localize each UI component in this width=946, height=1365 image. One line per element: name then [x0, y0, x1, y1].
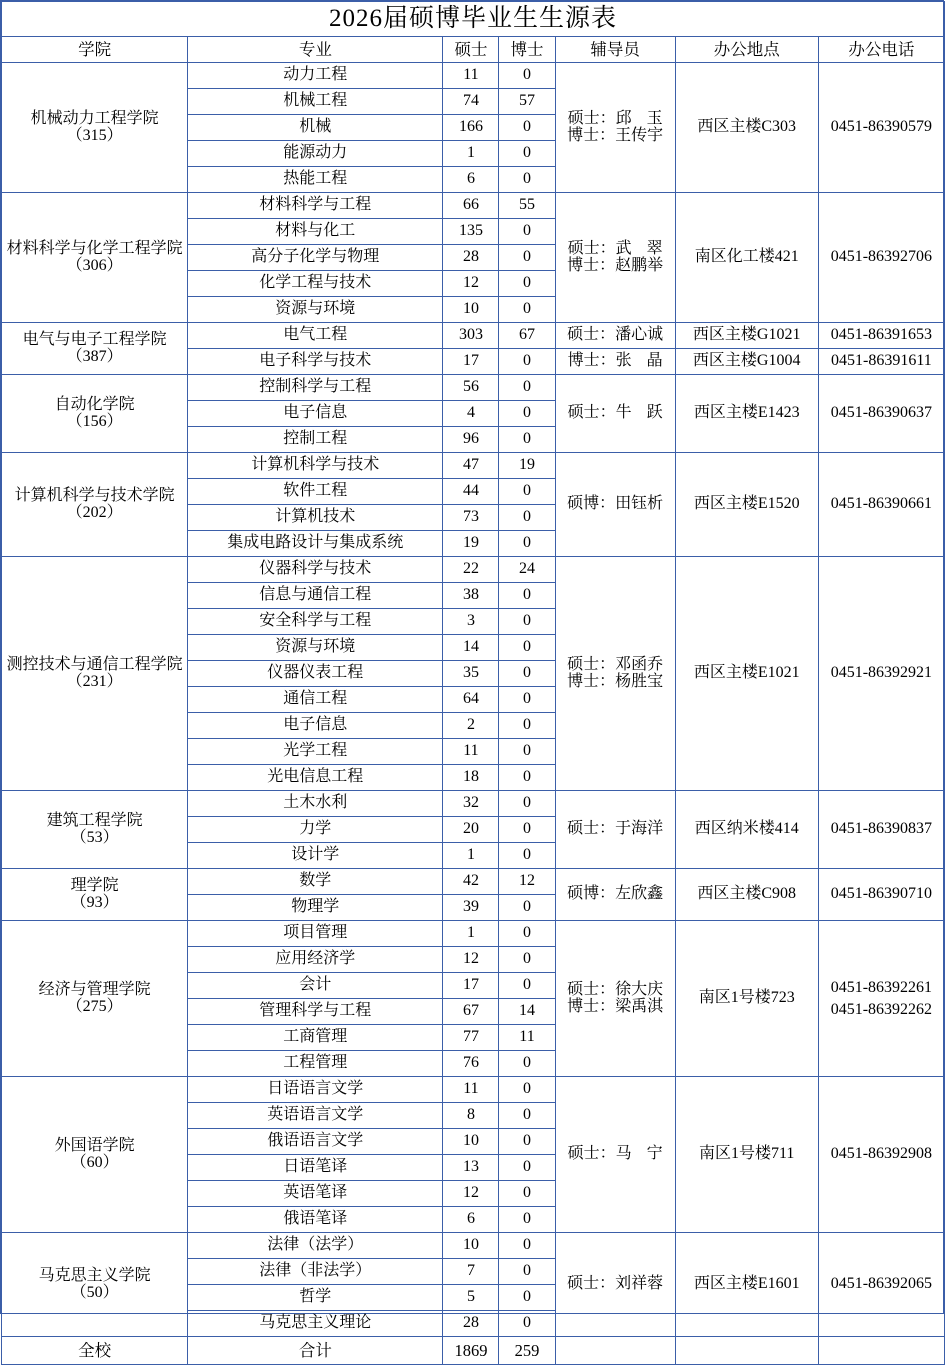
phone-cell: 0451-86390837 — [818, 791, 944, 869]
total-row — [2, 1337, 945, 1365]
master-count: 11 — [443, 63, 499, 89]
office-cell: 西区主楼E1021 — [675, 557, 818, 791]
college-cell — [2, 557, 188, 791]
doctor-count: 0 — [499, 1129, 555, 1155]
doctor-count: 14 — [499, 999, 555, 1025]
doctor-count: 19 — [499, 453, 555, 479]
doctor-count: 0 — [499, 349, 555, 375]
doctor-count: 0 — [499, 1181, 555, 1207]
major-cell: 集成电路设计与集成系统 — [188, 531, 443, 557]
major-cell: 安全科学与工程 — [188, 609, 443, 635]
major-cell: 设计学 — [188, 843, 443, 869]
college-name: 马克思主义学院 — [38, 1266, 151, 1284]
major-cell: 俄语语言文学 — [188, 1129, 443, 1155]
doctor-count: 0 — [499, 427, 555, 453]
doctor-count: 0 — [499, 375, 555, 401]
office-cell: 西区主楼E1520 — [675, 453, 818, 557]
major-cell: 日语语言文学 — [188, 1077, 443, 1103]
phone-cell: 0451-86391653 — [818, 323, 944, 349]
major-cell: 电子科学与技术 — [188, 349, 443, 375]
college-count: （387） — [66, 347, 123, 365]
major-cell: 电子信息 — [188, 713, 443, 739]
doctor-count: 0 — [499, 687, 555, 713]
major-cell: 英语笔译 — [188, 1181, 443, 1207]
college-name: 计算机科学与技术学院 — [14, 486, 175, 504]
doctor-count: 0 — [499, 297, 555, 323]
doctor-count: 0 — [499, 1051, 555, 1077]
doctor-count: 0 — [499, 973, 555, 999]
major-cell: 法律（法学） — [188, 1233, 443, 1259]
college-name: 材料科学与化学工程学院 — [6, 239, 183, 257]
master-count: 76 — [443, 1051, 499, 1077]
doctor-count: 0 — [499, 1207, 555, 1233]
master-count: 19 — [443, 531, 499, 557]
doctor-count: 0 — [499, 843, 555, 869]
total-doctor-count: 259 — [499, 1337, 555, 1365]
advisor-cell: 硕士：刘祥蓉 — [555, 1233, 675, 1337]
master-count: 66 — [443, 193, 499, 219]
advisor-cell — [555, 63, 675, 193]
college-name: 理学院 — [70, 876, 119, 894]
advisor-cell: 硕博：左欣鑫 — [555, 869, 675, 921]
major-cell: 控制科学与工程 — [188, 375, 443, 401]
master-count: 28 — [443, 245, 499, 271]
doctor-count: 0 — [499, 895, 555, 921]
major-cell: 光学工程 — [188, 739, 443, 765]
college-cell — [2, 375, 188, 453]
master-count: 39 — [443, 895, 499, 921]
table-row — [2, 323, 945, 349]
major-cell: 力学 — [188, 817, 443, 843]
table-row — [2, 453, 945, 479]
college-cell — [2, 791, 188, 869]
phone-cell — [818, 921, 944, 1077]
doctor-count: 0 — [499, 661, 555, 687]
advisor-cell — [555, 921, 675, 1077]
phone-cell: 0451-86390661 — [818, 453, 944, 557]
major-cell: 材料科学与工程 — [188, 193, 443, 219]
advisor-doctor: 博士：杨胜宝 — [567, 672, 664, 690]
major-cell: 英语语言文学 — [188, 1103, 443, 1129]
table-row — [2, 1077, 945, 1103]
master-count: 74 — [443, 89, 499, 115]
advisor-cell — [555, 193, 675, 323]
table-row — [2, 791, 945, 817]
major-cell: 计算机科学与技术 — [188, 453, 443, 479]
doctor-count: 0 — [499, 271, 555, 297]
doctor-count: 0 — [499, 505, 555, 531]
office-cell: 南区1号楼711 — [675, 1077, 818, 1233]
master-count: 4 — [443, 401, 499, 427]
phone-cell: 0451-86391611 — [818, 349, 944, 375]
master-count: 17 — [443, 349, 499, 375]
major-cell: 高分子化学与物理 — [188, 245, 443, 271]
college-name: 机械动力工程学院 — [30, 109, 159, 127]
doctor-count: 0 — [499, 1285, 555, 1311]
college-name: 建筑工程学院 — [46, 811, 143, 829]
master-count: 47 — [443, 453, 499, 479]
major-cell: 项目管理 — [188, 921, 443, 947]
major-cell: 机械工程 — [188, 89, 443, 115]
total-master-count: 1869 — [443, 1337, 499, 1365]
master-count: 12 — [443, 271, 499, 297]
doctor-count: 12 — [499, 869, 555, 895]
master-count: 96 — [443, 427, 499, 453]
master-count: 18 — [443, 765, 499, 791]
major-cell: 法律（非法学） — [188, 1259, 443, 1285]
total-phone-cell — [818, 1337, 944, 1365]
major-cell: 电子信息 — [188, 401, 443, 427]
master-count: 6 — [443, 167, 499, 193]
column-header-college: 学院 — [2, 37, 188, 63]
college-cell — [2, 1077, 188, 1233]
major-cell: 控制工程 — [188, 427, 443, 453]
office-cell: 西区纳米楼414 — [675, 791, 818, 869]
doctor-count: 0 — [499, 1233, 555, 1259]
major-cell: 软件工程 — [188, 479, 443, 505]
table-row — [2, 1233, 945, 1259]
table-row — [2, 869, 945, 895]
major-cell: 马克思主义理论 — [188, 1311, 443, 1337]
table-row — [2, 921, 945, 947]
doctor-count: 11 — [499, 1025, 555, 1051]
college-count: （306） — [66, 256, 123, 274]
column-header-office: 办公地点 — [675, 37, 818, 63]
total-advisor-cell — [555, 1337, 675, 1365]
advisor-doctor-name: 晶 — [646, 352, 663, 370]
doctor-count: 55 — [499, 193, 555, 219]
master-count: 12 — [443, 947, 499, 973]
master-count: 44 — [443, 479, 499, 505]
master-count: 77 — [443, 1025, 499, 1051]
graduate-source-table — [1, 1, 945, 1365]
phone-line-1: 0451-86392261 — [830, 978, 933, 996]
master-count: 14 — [443, 635, 499, 661]
doctor-count: 0 — [499, 791, 555, 817]
doctor-count: 0 — [499, 817, 555, 843]
advisor-master-name: 跃 — [646, 404, 663, 422]
master-count: 13 — [443, 1155, 499, 1181]
major-cell: 工程管理 — [188, 1051, 443, 1077]
office-cell: 西区主楼C303 — [675, 63, 818, 193]
doctor-count: 0 — [499, 1077, 555, 1103]
page-title: 2026届硕博毕业生生源表 — [2, 2, 945, 37]
office-cell: 南区1号楼723 — [675, 921, 818, 1077]
major-cell: 材料与化工 — [188, 219, 443, 245]
doctor-count: 0 — [499, 167, 555, 193]
major-cell: 土木水利 — [188, 791, 443, 817]
total-major-label: 合计 — [188, 1337, 443, 1365]
college-cell — [2, 323, 188, 375]
master-count: 1 — [443, 141, 499, 167]
master-count: 56 — [443, 375, 499, 401]
phone-cell: 0451-86392706 — [818, 193, 944, 323]
office-cell: 西区主楼G1004 — [675, 349, 818, 375]
master-count: 12 — [443, 1181, 499, 1207]
advisor-master-name: 玉 — [646, 109, 663, 127]
total-office-cell — [675, 1337, 818, 1365]
master-count: 10 — [443, 1129, 499, 1155]
master-count: 42 — [443, 869, 499, 895]
advisor-cell: 硕博：田钰析 — [555, 453, 675, 557]
phone-line-2: 0451-86392262 — [830, 1000, 933, 1018]
major-cell: 通信工程 — [188, 687, 443, 713]
table-row — [2, 375, 945, 401]
college-name: 外国语学院 — [54, 1136, 135, 1154]
college-cell — [2, 63, 188, 193]
master-count: 1 — [443, 921, 499, 947]
office-cell: 西区主楼C908 — [675, 869, 818, 921]
master-count: 6 — [443, 1207, 499, 1233]
column-header-doctor: 博士 — [499, 37, 555, 63]
college-count: （275） — [66, 997, 123, 1015]
advisor-cell — [555, 1077, 675, 1233]
college-count: （156） — [66, 412, 123, 430]
office-cell: 西区主楼G1021 — [675, 323, 818, 349]
office-cell: 南区化工楼421 — [675, 193, 818, 323]
advisor-master: 硕士：邓函乔 — [567, 655, 664, 673]
doctor-count: 0 — [499, 765, 555, 791]
table-row — [2, 557, 945, 583]
major-cell: 物理学 — [188, 895, 443, 921]
doctor-count: 0 — [499, 1155, 555, 1181]
doctor-count: 0 — [499, 713, 555, 739]
major-cell: 仪器科学与技术 — [188, 557, 443, 583]
college-count: （53） — [70, 828, 119, 846]
phone-cell: 0451-86392921 — [818, 557, 944, 791]
college-name: 经济与管理学院 — [38, 980, 151, 998]
advisor-doctor: 博士：王传宇 — [567, 126, 664, 144]
doctor-count: 0 — [499, 479, 555, 505]
college-cell — [2, 453, 188, 557]
college-count: （231） — [66, 672, 123, 690]
master-count: 10 — [443, 1233, 499, 1259]
doctor-count: 0 — [499, 1311, 555, 1337]
major-cell: 信息与通信工程 — [188, 583, 443, 609]
doctor-count: 0 — [499, 245, 555, 271]
total-college-label: 全校 — [2, 1337, 188, 1365]
master-count: 7 — [443, 1259, 499, 1285]
master-count: 64 — [443, 687, 499, 713]
master-count: 73 — [443, 505, 499, 531]
college-cell — [2, 869, 188, 921]
master-count: 38 — [443, 583, 499, 609]
doctor-count: 24 — [499, 557, 555, 583]
phone-cell: 0451-86390579 — [818, 63, 944, 193]
major-cell: 工商管理 — [188, 1025, 443, 1051]
office-cell: 西区主楼E1423 — [675, 375, 818, 453]
master-count: 32 — [443, 791, 499, 817]
master-count: 303 — [443, 323, 499, 349]
doctor-count: 0 — [499, 141, 555, 167]
college-count: （50） — [70, 1283, 119, 1301]
college-name: 测控技术与通信工程学院 — [6, 655, 183, 673]
college-cell — [2, 193, 188, 323]
major-cell: 能源动力 — [188, 141, 443, 167]
doctor-count: 0 — [499, 531, 555, 557]
advisor-master-name: 宁 — [646, 1145, 663, 1163]
advisor-doctor: 博士：梁禹淇 — [567, 997, 664, 1015]
advisor-doctor: 博士：赵鹏举 — [567, 256, 664, 274]
doctor-count: 0 — [499, 947, 555, 973]
doctor-count: 0 — [499, 115, 555, 141]
college-count: （60） — [70, 1153, 119, 1171]
advisor-master-label: 硕士：邱 — [567, 109, 632, 127]
master-count: 2 — [443, 713, 499, 739]
major-cell: 资源与环境 — [188, 297, 443, 323]
advisor-master-name: 翠 — [646, 239, 663, 257]
major-cell: 机械 — [188, 115, 443, 141]
advisor-cell — [555, 557, 675, 791]
doctor-count: 0 — [499, 609, 555, 635]
master-count: 20 — [443, 817, 499, 843]
advisor-cell: 硕士：于海洋 — [555, 791, 675, 869]
master-count: 28 — [443, 1311, 499, 1337]
doctor-count: 0 — [499, 1259, 555, 1285]
major-cell: 日语笔译 — [188, 1155, 443, 1181]
doctor-count: 0 — [499, 401, 555, 427]
doctor-count: 57 — [499, 89, 555, 115]
major-cell: 动力工程 — [188, 63, 443, 89]
phone-cell: 0451-86392908 — [818, 1077, 944, 1233]
major-cell: 光电信息工程 — [188, 765, 443, 791]
doctor-count: 0 — [499, 635, 555, 661]
master-count: 67 — [443, 999, 499, 1025]
master-count: 17 — [443, 973, 499, 999]
master-count: 35 — [443, 661, 499, 687]
college-cell — [2, 1233, 188, 1337]
college-count: （315） — [66, 126, 123, 144]
major-cell: 计算机技术 — [188, 505, 443, 531]
college-cell — [2, 921, 188, 1077]
doctor-count: 0 — [499, 583, 555, 609]
advisor-master-label: 硕士：马 — [567, 1145, 632, 1163]
phone-cell: 0451-86390710 — [818, 869, 944, 921]
major-cell: 俄语笔译 — [188, 1207, 443, 1233]
doctor-count: 0 — [499, 739, 555, 765]
doctor-count: 0 — [499, 63, 555, 89]
master-count: 22 — [443, 557, 499, 583]
advisor-master: 硕士：徐大庆 — [567, 980, 664, 998]
column-header-phone: 办公电话 — [818, 37, 944, 63]
advisor-doctor-label: 博士：张 — [567, 352, 632, 370]
column-header-master: 硕士 — [443, 37, 499, 63]
major-cell: 管理科学与工程 — [188, 999, 443, 1025]
advisor-cell — [555, 375, 675, 453]
doctor-count: 0 — [499, 921, 555, 947]
doctor-count: 67 — [499, 323, 555, 349]
advisor-cell — [555, 349, 675, 375]
advisor-master-label: 硕士：武 — [567, 239, 632, 257]
master-count: 8 — [443, 1103, 499, 1129]
office-cell: 西区主楼E1601 — [675, 1233, 818, 1337]
major-cell: 化学工程与技术 — [188, 271, 443, 297]
doctor-count: 0 — [499, 219, 555, 245]
major-cell: 仪器仪表工程 — [188, 661, 443, 687]
master-count: 11 — [443, 1077, 499, 1103]
phone-cell: 0451-86390637 — [818, 375, 944, 453]
advisor-cell: 硕士：潘心诚 — [555, 323, 675, 349]
college-count: （202） — [66, 503, 123, 521]
master-count: 10 — [443, 297, 499, 323]
major-cell: 应用经济学 — [188, 947, 443, 973]
major-cell: 数学 — [188, 869, 443, 895]
column-header-major: 专业 — [188, 37, 443, 63]
master-count: 166 — [443, 115, 499, 141]
college-count: （93） — [70, 893, 119, 911]
table-row — [2, 63, 945, 89]
master-count: 5 — [443, 1285, 499, 1311]
major-cell: 资源与环境 — [188, 635, 443, 661]
table-row — [2, 193, 945, 219]
column-header-advisor: 辅导员 — [555, 37, 675, 63]
major-cell: 会计 — [188, 973, 443, 999]
master-count: 135 — [443, 219, 499, 245]
major-cell: 哲学 — [188, 1285, 443, 1311]
major-cell: 热能工程 — [188, 167, 443, 193]
master-count: 11 — [443, 739, 499, 765]
phone-cell: 0451-86392065 — [818, 1233, 944, 1337]
college-name: 自动化学院 — [54, 395, 135, 413]
college-name: 电气与电子工程学院 — [22, 330, 167, 348]
advisor-master-label: 硕士：牛 — [567, 404, 632, 422]
doctor-count: 0 — [499, 1103, 555, 1129]
master-count: 3 — [443, 609, 499, 635]
major-cell: 电气工程 — [188, 323, 443, 349]
master-count: 1 — [443, 843, 499, 869]
